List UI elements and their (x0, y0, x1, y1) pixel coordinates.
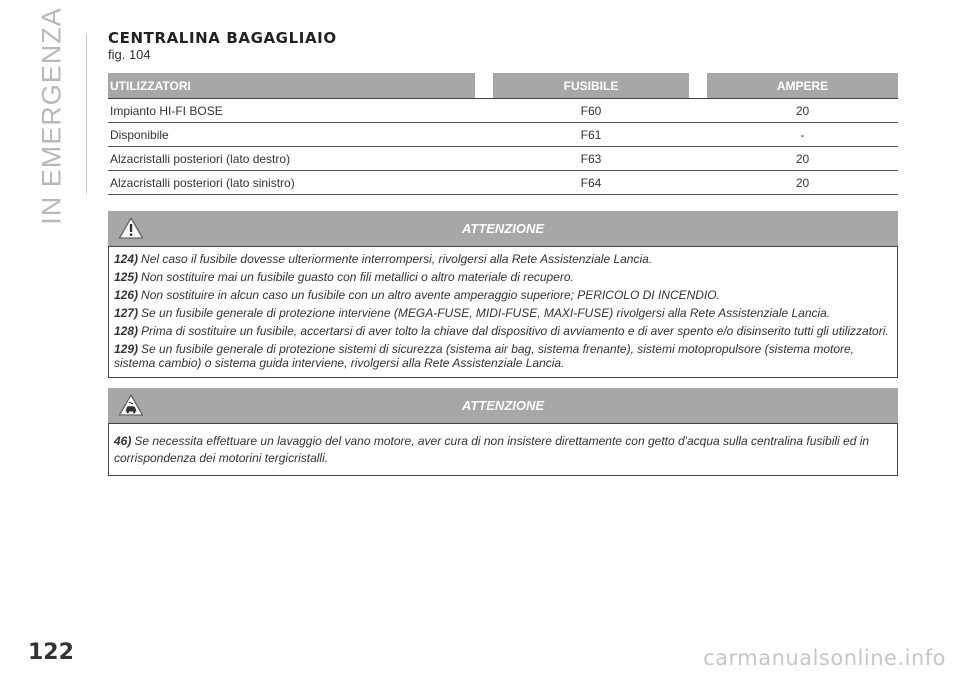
warning-header (108, 211, 898, 246)
page-number: 122 (28, 640, 74, 665)
section-label: IN EMERGENZA (36, 7, 67, 225)
warning-header (108, 388, 898, 423)
warning-item-number: 46) (114, 434, 132, 448)
watermark: carmanualsonline.info (703, 646, 946, 670)
cell-fusibile: F60 (493, 99, 689, 123)
warning-item (114, 342, 892, 370)
warning-body (108, 423, 898, 476)
cell-ampere: - (707, 123, 898, 147)
warning-item (114, 252, 892, 266)
warning-title: ATTENZIONE (461, 221, 545, 236)
cell-utilizzatore: Alzacristalli posteriori (lato sinistro) (108, 171, 475, 195)
warning-item-text: Se un fusibile generale di protezione interviene (MEGA-FUSE, MIDI-FUSE, MAXI-FUSE) rivolgersi alla Rete Assistenziale Lancia. (141, 306, 831, 320)
cell-ampere: 20 (707, 171, 898, 195)
header-spacer (475, 73, 493, 99)
warning-item-text: Se necessita effettuare un lavaggio del vano motore, aver cura di non insistere direttamente con getto d'acqua sulla centralina fusibili ed in corrispondenza dei motorini tergicristalli. (114, 434, 870, 465)
warning-item-text: Non sostituire mai un fusibile guasto con fili metallici o altro materiale di recupero. (141, 270, 574, 284)
column-header-ampere: AMPERE (707, 73, 898, 99)
table-row (108, 99, 898, 123)
cell-fusibile: F63 (493, 147, 689, 171)
warning-item-text: Nel caso il fusibile dovesse ulteriormente interrompersi, rivolgersi alla Rete Assistenziale Lancia. (141, 252, 653, 266)
warning-item-text: Se un fusibile generale di protezione sistemi di sicurezza (sistema air bag, sistema frenante), sistemi motopropulsore (sistema motore, sistema cambio) o sistema guida interviene, rivolgersi alla Rete Assistenziale Lancia. (114, 342, 855, 370)
table-row (108, 171, 898, 195)
warning-item (114, 288, 892, 302)
cell-utilizzatore: Disponibile (108, 123, 475, 147)
page-content (108, 30, 898, 476)
warning-item (114, 324, 892, 338)
page-title: CENTRALINA BAGAGLIAIO (108, 29, 337, 47)
figure-reference: fig. 104 (108, 47, 151, 62)
warning-body (108, 246, 898, 378)
warning-item (114, 306, 892, 320)
table-row (108, 147, 898, 171)
cell-ampere: 20 (707, 147, 898, 171)
warning-item-number: 125) (114, 270, 139, 284)
header-spacer (689, 73, 707, 99)
warning-item-text: Prima di sostituire un fusibile, accertarsi di aver tolto la chiave dal dispositivo di avviamento e di aver spento e/o disinserito tutti gli utilizzatori. (141, 324, 889, 338)
warning-item-number: 129) (114, 342, 139, 356)
cell-utilizzatore: Impianto HI-FI BOSE (108, 99, 475, 123)
warning-item-number: 124) (114, 252, 139, 266)
cell-ampere: 20 (707, 99, 898, 123)
warning-item-number: 128) (114, 324, 139, 338)
table-header-row (108, 73, 898, 99)
cell-fusibile: F61 (493, 123, 689, 147)
warning-item (114, 270, 892, 284)
column-header-fusibile: FUSIBILE (493, 73, 689, 99)
warning-item-text: Non sostituire in alcun caso un fusibile con un altro avente amperaggio superiore; PERICOLO DI INCENDIO. (141, 288, 720, 302)
warning-title: ATTENZIONE (461, 398, 545, 413)
fuse-table (108, 73, 898, 195)
section-divider (86, 34, 87, 194)
column-header-utilizzatori: UTILIZZATORI (108, 73, 475, 99)
warning-item-number: 127) (114, 306, 139, 320)
cell-fusibile: F64 (493, 171, 689, 195)
cell-utilizzatore: Alzacristalli posteriori (lato destro) (108, 147, 475, 171)
warning-item (114, 433, 892, 467)
warning-item-number: 126) (114, 288, 139, 302)
table-row (108, 123, 898, 147)
